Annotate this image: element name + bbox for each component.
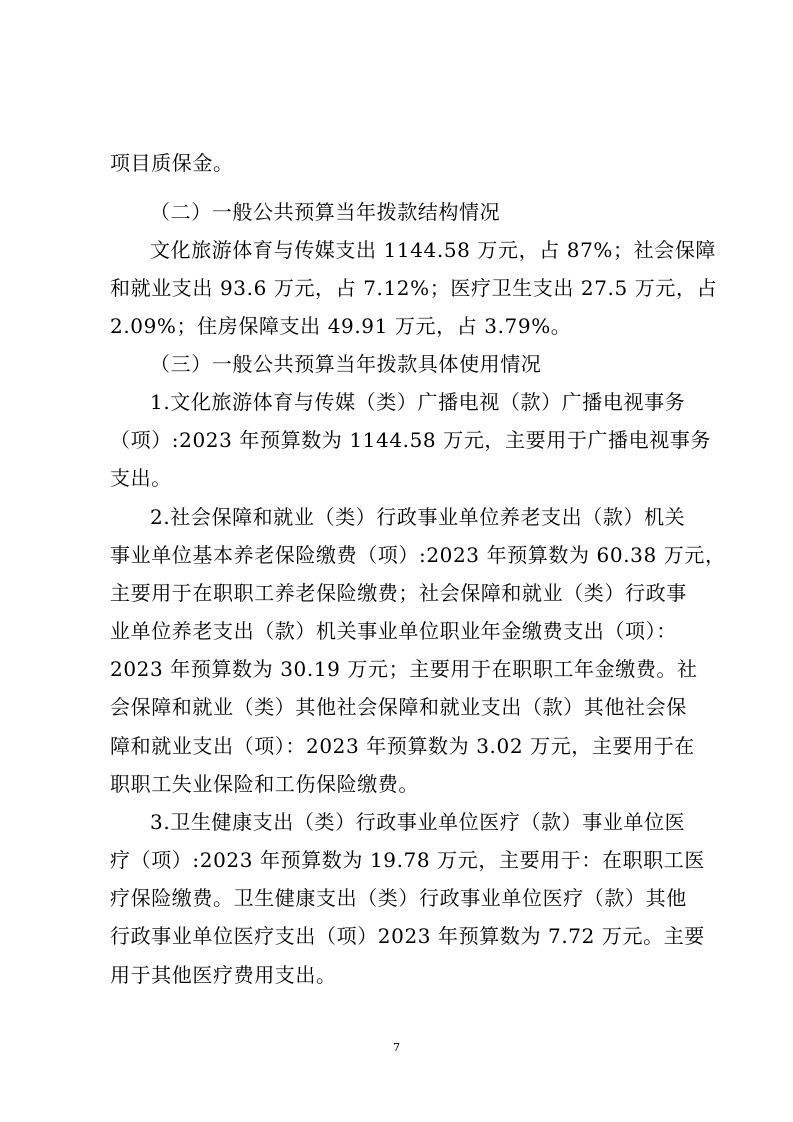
text-line: 职职工失业保险和工伤保险缴费。	[110, 772, 419, 796]
text-line: 和就业支出 93.6 万元，占 7.12%；医疗卫生支出 27.5 万元，占	[110, 276, 718, 300]
text-line: 事业单位基本养老保险缴费（项）:2023 年预算数为 60.38 万元，	[110, 543, 726, 567]
page-number: 7	[393, 1041, 400, 1054]
text-line: 2023 年预算数为 30.19 万元；主要用于在职职工年金缴费。社	[110, 657, 698, 681]
text-line: 障和就业支出（项）：2023 年预算数为 3.02 万元，主要用于在	[110, 734, 695, 758]
text-line: 项目质保金。	[110, 151, 234, 175]
text-line: 2.社会保障和就业（类）行政事业单位养老支出（款）机关	[150, 505, 686, 529]
text-line: 会保障和就业（类）其他社会保障和就业支出（款）其他社会保	[110, 695, 687, 719]
text-line: 3.卫生健康支出（类）行政事业单位医疗（款）事业单位医	[150, 810, 686, 834]
text-line: 行政事业单位医疗支出（项）2023 年预算数为 7.72 万元。主要	[110, 924, 705, 948]
text-line: 疗保险缴费。卫生健康支出（类）行政事业单位医疗（款）其他	[110, 886, 687, 910]
text-line: 文化旅游体育与传媒支出 1144.58 万元，占 87%；社会保障	[150, 238, 717, 262]
text-line: 2.09%；住房保障支出 49.91 万元，占 3.79%。	[110, 314, 572, 338]
section-heading: （二）一般公共预算当年拨款结构情况	[150, 200, 501, 224]
text-line: 支出。	[110, 466, 172, 490]
section-heading: （三）一般公共预算当年拨款具体使用情况	[150, 352, 542, 376]
text-line: 1.文化旅游体育与传媒（类）广播电视（款）广播电视事务	[150, 390, 686, 414]
text-line: 疗（项）:2023 年预算数为 19.78 万元，主要用于：在职职工医	[110, 848, 705, 872]
text-line: （项）:2023 年预算数为 1144.58 万元，主要用于广播电视事务	[110, 428, 712, 452]
text-line: 用于其他医疗费用支出。	[110, 963, 337, 987]
text-line: 业单位养老支出（款）机关事业单位职业年金缴费支出（项）：	[110, 619, 677, 643]
text-line: 主要用于在职职工养老保险缴费；社会保障和就业（类）行政事	[110, 581, 687, 605]
